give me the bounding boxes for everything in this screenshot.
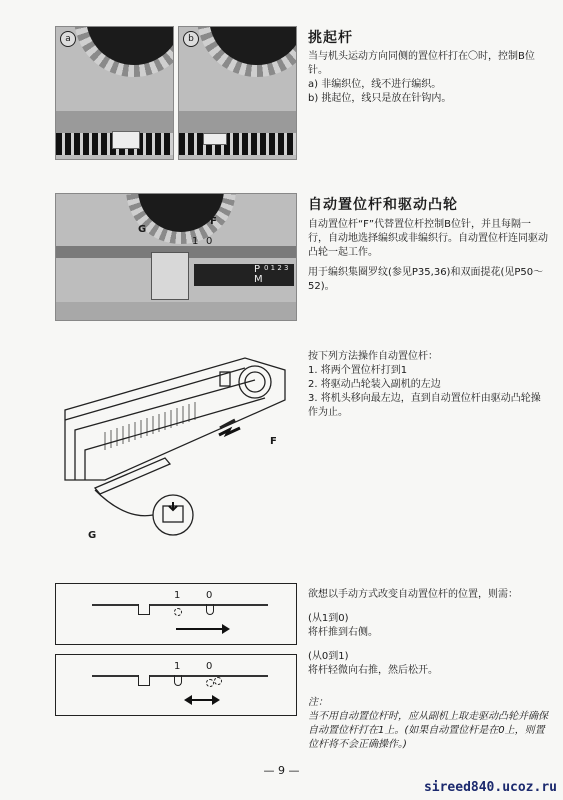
diagram-box-1-to-0 [55, 583, 297, 645]
machine-illustration [55, 340, 295, 550]
photo-auto-lever [55, 193, 297, 321]
section4-intro: 欲想以手动方式改变自动置位杆的位置，则需： [308, 589, 518, 600]
box2-label-0: 0 [206, 661, 213, 672]
section2-text [308, 218, 550, 294]
list-item: 3. 将机头移向最左边，直到自动置位杆由驱动凸轮操作为止。 [308, 393, 541, 418]
label-a: a [60, 31, 76, 47]
case2-text: 将杆轻微向右推，然后松开。 [308, 665, 438, 676]
illustration-label-f: F [270, 436, 277, 447]
note-text: 当不用自动置位杆时，应从副机上取走驱动凸轮并确保自动置位杆打在1上。(如果自动置位杆是在0上，则置位杆将不会正确操作。) [308, 711, 548, 750]
case1-title: (从1到0) [308, 613, 349, 624]
case2-title: (从0到1) [308, 651, 349, 662]
photo-b [178, 26, 297, 160]
section2-usage: 用于编织集圈罗纹(参见P35,36)和双面提花(见P50～52)。 [308, 267, 544, 292]
photo-label-f: F [210, 216, 217, 227]
section3-intro: 按下列方法操作自动置位杆： [308, 351, 438, 362]
section3-steps [308, 364, 550, 420]
list-item: b) 挑起位，线只是放在针钩内。 [308, 93, 452, 104]
section2-title: 自动置位杆和驱动凸轮 [308, 197, 458, 213]
diagram-box-0-to-1 [55, 654, 297, 716]
section1-text [308, 50, 548, 106]
list-item: a) 非编织位，线不进行编织。 [308, 79, 442, 90]
photo-a [55, 26, 174, 160]
photo-label-1: 1 [192, 236, 199, 247]
case1-text: 将杆推到右侧。 [308, 627, 378, 638]
section1-title: 挑起杆 [308, 30, 353, 46]
illustration-label-g: G [88, 530, 97, 541]
photo-label-p: P [254, 264, 261, 275]
box2-label-1: 1 [174, 661, 181, 672]
section3-text [308, 350, 550, 420]
label-b: b [183, 31, 199, 47]
section4-text [308, 588, 550, 678]
photo-label-m: M [254, 274, 263, 285]
photo-label-g: G [138, 224, 147, 235]
section2-desc: 自动置位杆“F”代替置位杆控制B位针，并且每隔一行，自动地选择编织或非编织行。自动置位杆连同驱动凸轮一起工作。 [308, 219, 548, 258]
note-block [308, 696, 550, 752]
watermark: sireed840.ucoz.ru [423, 780, 557, 795]
photo-label-digits: 0 1 2 3 [264, 264, 289, 272]
list-item: 2. 将驱动凸轮装入副机的左边 [308, 379, 441, 390]
page-number: — 9 — [263, 764, 300, 777]
box1-label-0: 0 [206, 590, 213, 601]
photo-label-0: 0 [206, 236, 213, 247]
list-item: 1. 将两个置位杆打到1 [308, 365, 408, 376]
box1-label-1: 1 [174, 590, 181, 601]
section1-desc: 当与机头运动方向同侧的置位杆打在〇时，控制B位针。 [308, 51, 535, 76]
section1-list [308, 78, 548, 106]
note-label: 注： [308, 697, 328, 708]
